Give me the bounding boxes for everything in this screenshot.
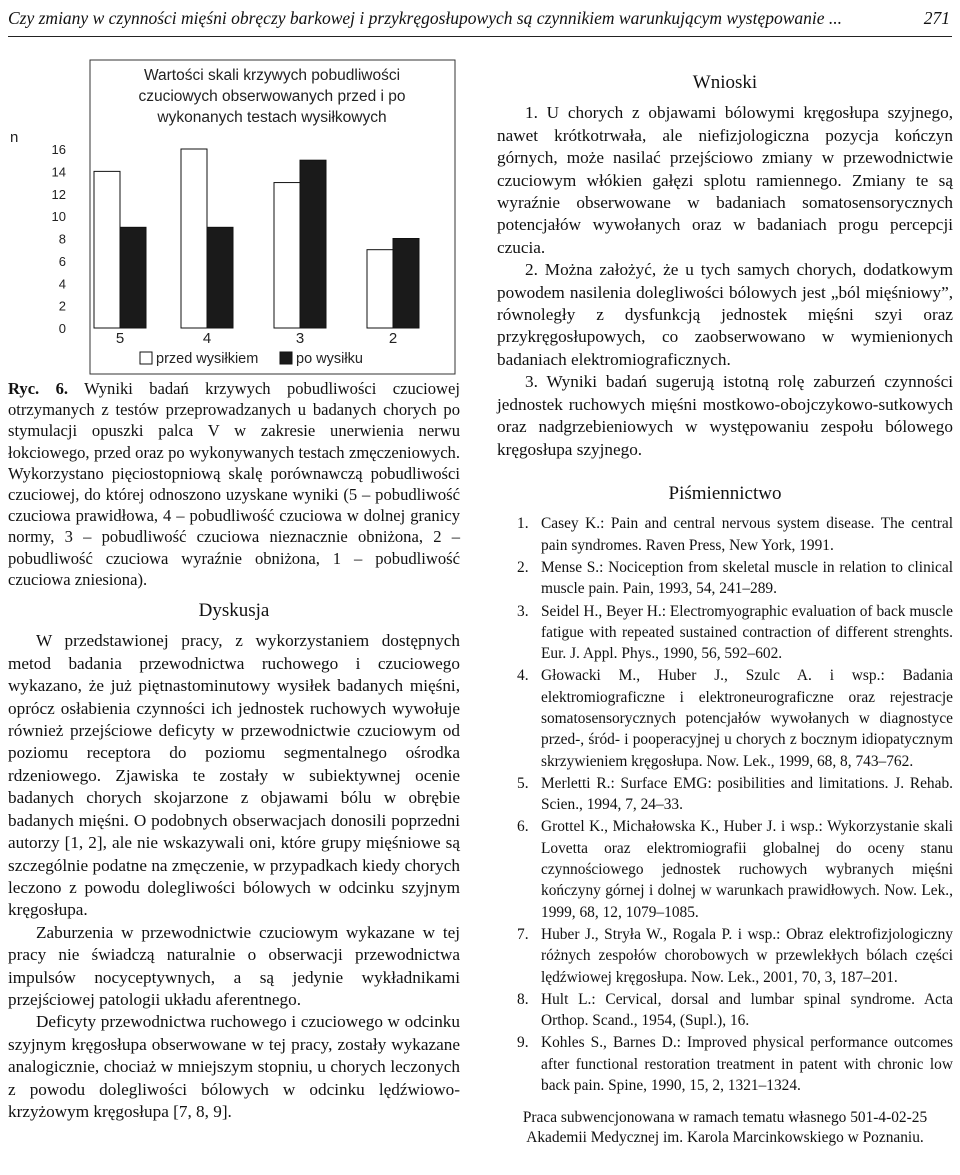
reference-item (497, 665, 953, 771)
reference-number: 9. (517, 1034, 529, 1052)
reference-text: Huber J., Stryła W., Rogala P. i wsp.: Obraz elektrofizjologiczny różnych zespołów chorobowych w przewlekłych bólach części lędźwiowej kręgosłupa. Now. Lek., 2001, 70, 3, 187–201. (541, 925, 953, 986)
reference-item (497, 989, 953, 1032)
y-tick-label: 12 (51, 186, 66, 202)
reference-text: Mense S.: Nociception from skeletal muscle in relation to clinical muscle pain. Pain, 1993, 54, 241–289. (541, 558, 953, 598)
left-column (8, 378, 460, 1123)
caption-label: Ryc. 6. (8, 379, 69, 398)
bar-po (300, 160, 326, 328)
funding-note (497, 1108, 953, 1148)
chart-title-line: czuciowych obserwowanych przed i po (138, 88, 406, 105)
chart-title-line: wykonanych testach wysiłkowych (157, 109, 387, 126)
discussion-heading: Dyskusja (198, 600, 270, 622)
reference-item (497, 513, 953, 556)
reference-number: 3. (517, 602, 529, 620)
chart-svg (8, 58, 460, 376)
discussion-paragraph: Zaburzenia w przewodnictwie czuciowym wykazane w tej pracy nie świadczą naturalnie o obserwacji przewodnictwa impulsów nocyceptywnych, a są jedynie wykładnikami przejściowej patologii układu aferentnego. (8, 922, 460, 1009)
reference-item (497, 816, 953, 922)
bar-przed (274, 183, 300, 328)
conclusions-heading: Wnioski (692, 72, 758, 93)
reference-text: Merletti R.: Surface EMG: posibilities and limitations. J. Rehab. Scien., 1994, 7, 24–33. (541, 774, 953, 814)
y-tick-label: 0 (58, 321, 66, 336)
reference-number: 5. (517, 774, 529, 792)
reference-list (497, 513, 953, 1096)
reference-text: Seidel H., Beyer H.: Electromyographic evaluation of back muscle fatigue with repeated sustained contraction of different strenghts. Eur. J. Appl. Phys., 1990, 56, 592–602. (541, 602, 953, 663)
legend-label: przed wysiłkiem (156, 351, 259, 367)
legend-swatch (140, 352, 152, 364)
funding-line: Praca subwencjonowana w ramach tematu własnego 501-4-02-25 (522, 1109, 928, 1127)
discussion-paragraph: Deficyty przewodnictwa ruchowego i czuciowego w odcinku szyjnym kręgosłupa obserwowane w tej pracy, zostały wykazane analogicznie, chociaż w mniejszym stopniu, u chorych leczonych z powodu dolegliwości bólowych w odcinku lędźwiowo-krzyżowym kręgosłupa [7, 8, 9]. (8, 1012, 460, 1121)
y-tick-label: 2 (58, 298, 66, 314)
reference-item (497, 1032, 953, 1096)
x-tick-label: 2 (388, 330, 398, 347)
page-number: 271 (923, 8, 950, 28)
y-tick-label: 14 (51, 164, 66, 180)
funding-line: Akademii Medycznej im. Karola Marcinkowskiego w Poznaniu. (526, 1129, 924, 1147)
bar-przed (367, 250, 393, 328)
x-tick-label: 3 (295, 330, 305, 347)
reference-item (497, 924, 953, 988)
y-tick-label: 4 (58, 276, 66, 292)
running-header (8, 6, 952, 37)
reference-number: 1. (517, 515, 529, 533)
y-tick-label: 16 (51, 142, 66, 157)
bar-po (207, 227, 233, 328)
bar-chart (8, 58, 460, 376)
y-tick-label: 6 (58, 253, 66, 269)
conclusion-item: 1. U chorych z objawami bólowymi kręgosłupa szyjnego, nawet krótkotrwała, ale niefizjologiczna pozycja kończyn górnych, może nasilać przejściowo zmiany w przewodnictwie czuciowym włókien gałęzi splotu ramiennego. Zmiany te są wyraźnie obserwowane w badaniach somatosensorycznych potencjałów wywołanych oraz w badaniach progu percepcji czucia. (497, 103, 953, 257)
conclusion-item: 3. Wyniki badań sugerują istotną rolę zaburzeń czynności jednostek ruchowych mięśni mostkowo-obojczykowo-sutkowych oraz nadgrzebieniowych w występowaniu zespołu bólowego kręgosłupa szyjnego. (497, 372, 953, 459)
reference-text: Głowacki M., Huber J., Szulc A. i wsp.: Badania elektromiograficzne i elektroneurograficzne oraz rejestracje somatosensorycznych potencjałów wywołanych w diagnostyce przed-, śród- i pooperacyjnej u chorych z bocznym idiopatycznym skrzywieniem kręgosłupa. Now. Lek., 1999, 68, 8, 743–762. (541, 667, 953, 770)
bar-przed (181, 149, 207, 328)
chart-title-line: Wartości skali krzywych pobudliwości (143, 67, 401, 84)
caption-text: Wyniki badań krzywych pobudliwości czuciowej otrzymanych z testów przeprowadzanych u badanych chorych po stymulacji opuszki palca V w zakresie unerwienia nerwu łokciowego, przed oraz po wykonywanych testach zmęczeniowych. Wykorzystano pięciostopniową skalę porównawczą pobudliwości czuciowej, do której odnoszono uzyskane wyniki (5 – pobudliwość czuciowa prawidłowa, 4 – pobudliwość czuciowa w dolnej granicy normy, 3 – pobudliwość czuciowa nieznacznie obniżona, 2 – pobudliwość czuciowa wyraźnie obniżona, 1 – pobudliwość czuciowa zniesiona). (8, 379, 460, 589)
x-tick-label: 4 (202, 330, 212, 347)
reference-text: Kohles S., Barnes D.: Improved physical performance outcomes after functional restoration treatment in patent with chronic low back pain. Spine, 1990, 15, 2, 1321–1324. (541, 1034, 953, 1095)
reference-text: Hult L.: Cervical, dorsal and lumbar spinal syndrome. Acta Orthop. Scand., 1954, (Supl.), 16. (541, 990, 953, 1030)
reference-item (497, 557, 953, 600)
figure-caption (8, 378, 460, 590)
y-tick-label: 8 (58, 231, 66, 247)
running-title: Czy zmiany w czynności mięśni obręczy barkowej i przykręgosłupowych są czynnikiem warunkującym występowanie ... (8, 8, 843, 28)
legend-label: po wysiłku (296, 351, 363, 367)
conclusion-item: 2. Można założyć, że u tych samych chorych, dodatkowym powodem nasilenia dolegliwości bólowych jest „ból mięśniowy”, równoległy z dysfunkcją jednostek mięśni szyi oraz przykręgosłupowych, co zaobserwowano w wymienionych badaniach elektromiograficznych. (497, 260, 953, 369)
references-heading: Piśmiennictwo (668, 482, 782, 504)
bar-po (120, 227, 146, 328)
reference-text: Casey K.: Pain and central nervous system disease. The central pain syndromes. Raven Press, New York, 1991. (541, 515, 953, 554)
x-tick-label: 5 (115, 330, 125, 347)
reference-number: 4. (517, 667, 529, 685)
bar-po (393, 239, 419, 329)
bar-przed (94, 171, 120, 328)
y-axis-label: n (10, 129, 19, 146)
reference-number: 6. (517, 818, 529, 836)
reference-item (497, 773, 953, 816)
right-column (497, 72, 953, 1148)
y-tick-label: 10 (51, 209, 66, 225)
reference-text: Grottel K., Michałowska K., Huber J. i wsp.: Wykorzystanie skali Lovetta oraz elektromiografii globalnej do oceny stanu czynnościowego jednostek ruchowych wybranych mięśni kończyny górnej i dolnej w warunkach prawidłowych. Now. Lek., 1999, 68, 12, 1079–1085. (541, 818, 953, 921)
reference-number: 7. (517, 925, 529, 943)
discussion-paragraph: W przedstawionej pracy, z wykorzystaniem dostępnych metod badania przewodnictwa ruchowego i czuciowego wykazano, że już piętnastominutowy wysiłek badanych mięśni, oprócz osłabienia czynności ich jednostek ruchowych wywołuje również przejściowe deficyty w przewodnictwie czuciowym od poziomu receptora do poziomu segmentalnego ośrodka rdzeniowego. Zjawiska te zostały w subiektywnej ocenie badanych chorych skojarzone z objawami bólu w obrębie badanych mięśni. O podobnych obserwacjach donosili poprzedni autorzy [1, 2], ale nie wskazywali oni, które grupy mięśniowe są szczególnie podatne na zmęczenie, w przypadkach kiedy chorych leczono z powodu dolegliwości bólowych w odcinku szyjnym kręgosłupa. (8, 631, 460, 920)
reference-item (497, 601, 953, 665)
reference-number: 2. (517, 558, 529, 576)
reference-number: 8. (517, 990, 529, 1008)
legend-swatch (280, 352, 292, 364)
